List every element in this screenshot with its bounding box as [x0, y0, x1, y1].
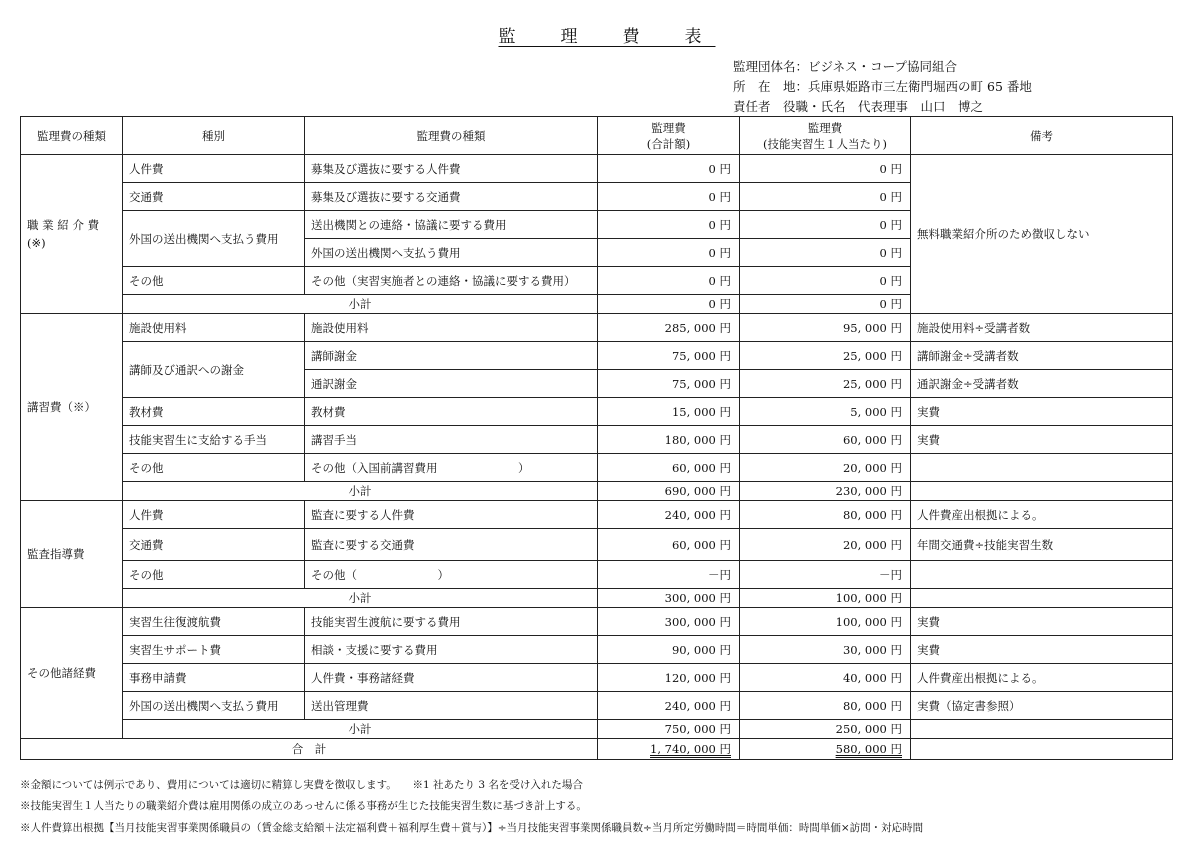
table-row — [21, 636, 1173, 664]
remark-cell: 人件費産出根拠による。 — [911, 501, 1173, 529]
remark-cell — [911, 589, 1173, 608]
remark-cell: 実費（協定書参照） — [911, 692, 1173, 720]
remark-cell — [911, 561, 1173, 589]
remark-cell: 講師謝金÷受講者数 — [911, 342, 1173, 370]
total-cell: 0 円 — [598, 267, 740, 295]
per-cell: －円 — [740, 561, 911, 589]
subtotal-per: 0 円 — [740, 295, 911, 314]
page-title: 監 理 費 表 — [498, 27, 716, 47]
table-row — [21, 398, 1173, 426]
header-per-trainee: 監理費 (技能実習生１人当たり) — [740, 117, 911, 155]
remark-cell — [911, 739, 1173, 760]
item-cell: 教材費 — [305, 398, 598, 426]
remark-cell: 人件費産出根拠による。 — [911, 664, 1173, 692]
table-row — [21, 501, 1173, 529]
per-cell: 5, 000 円 — [740, 398, 911, 426]
per-cell: 80, 000 円 — [740, 501, 911, 529]
table-row — [21, 426, 1173, 454]
subtotal-per: 230, 000 円 — [740, 482, 911, 501]
table-row — [21, 692, 1173, 720]
per-cell: 80, 000 円 — [740, 692, 911, 720]
org-name-line — [733, 57, 957, 75]
category-cell: その他諸経費 — [21, 608, 123, 739]
header-item: 監理費の種類 — [305, 117, 598, 155]
remark-cell — [911, 720, 1173, 739]
type-cell: 交通費 — [123, 529, 305, 561]
per-cell: 20, 000 円 — [740, 454, 911, 482]
remark-cell: 年間交通費÷技能実習生数 — [911, 529, 1173, 561]
type-cell: 外国の送出機関へ支払う費用 — [123, 692, 305, 720]
remark-cell — [911, 482, 1173, 501]
type-cell: 施設使用料 — [123, 314, 305, 342]
type-cell: その他 — [123, 454, 305, 482]
subtotal-total: 0 円 — [598, 295, 740, 314]
per-cell: 100, 000 円 — [740, 608, 911, 636]
type-cell: その他 — [123, 267, 305, 295]
subtotal-per: 250, 000 円 — [740, 720, 911, 739]
item-cell: その他（ ） — [305, 561, 598, 589]
footnote: ※人件費算出根拠【当月技能実習事業関係職員の（賃金総支給額＋法定福利費＋福利厚生費＋賞与）】÷当月技能実習事業関係職員数÷当月所定労働時間＝時間単価：時間単価×訪問・対応時間 — [20, 822, 924, 834]
table-row — [21, 529, 1173, 561]
footnote: ※技能実習生１人当たりの職業紹介費は雇用関係の成立のあっせんに係る事務が生じた技能実習生数に基づき計上する。 — [20, 800, 587, 812]
total-cell: 180, 000 円 — [598, 426, 740, 454]
type-cell: 事務申請費 — [123, 664, 305, 692]
footnote: ※金額については例示であり、費用については適切に精算し実費を徴収します。 ※1 社あたり 3 名を受け入れた場合 — [20, 779, 583, 791]
type-cell: 実習生サポート費 — [123, 636, 305, 664]
header-category: 監理費の種類 — [21, 117, 123, 155]
header-total: 監理費 (合計額) — [598, 117, 740, 155]
item-cell: 施設使用料 — [305, 314, 598, 342]
subtotal-per: 100, 000 円 — [740, 589, 911, 608]
per-cell: 25, 000 円 — [740, 370, 911, 398]
remark-cell: 施設使用料÷受講者数 — [911, 314, 1173, 342]
item-cell: 講師謝金 — [305, 342, 598, 370]
type-cell: 技能実習生に支給する手当 — [123, 426, 305, 454]
item-cell: 送出機関との連絡・協議に要する費用 — [305, 211, 598, 239]
per-cell: 0 円 — [740, 183, 911, 211]
remark-cell: 無料職業紹介所のため徴収しない — [911, 155, 1173, 314]
subtotal-total: 300, 000 円 — [598, 589, 740, 608]
remark-cell: 実費 — [911, 636, 1173, 664]
remark-cell: 実費 — [911, 426, 1173, 454]
subtotal-label: 小計 — [123, 482, 598, 501]
item-cell: その他（入国前講習費用 ） — [305, 454, 598, 482]
total-cell: 60, 000 円 — [598, 454, 740, 482]
total-cell: 60, 000 円 — [598, 529, 740, 561]
item-cell: 通訳謝金 — [305, 370, 598, 398]
per-cell: 30, 000 円 — [740, 636, 911, 664]
per-cell: 25, 000 円 — [740, 342, 911, 370]
per-cell: 0 円 — [740, 211, 911, 239]
table-row — [21, 314, 1173, 342]
type-cell: 教材費 — [123, 398, 305, 426]
grand-total-row — [21, 739, 1173, 760]
type-cell: 人件費 — [123, 501, 305, 529]
per-cell: 40, 000 円 — [740, 664, 911, 692]
type-cell: 交通費 — [123, 183, 305, 211]
total-cell: 285, 000 円 — [598, 314, 740, 342]
total-cell: 120, 000 円 — [598, 664, 740, 692]
table-row — [21, 608, 1173, 636]
total-cell: 90, 000 円 — [598, 636, 740, 664]
type-cell: その他 — [123, 561, 305, 589]
item-cell: 募集及び選抜に要する交通費 — [305, 183, 598, 211]
category-cell: 講習費（※） — [21, 314, 123, 501]
item-cell: その他（実習実施者との連絡・協議に要する費用） — [305, 267, 598, 295]
subtotal-row — [21, 589, 1173, 608]
subtotal-total: 750, 000 円 — [598, 720, 740, 739]
total-cell: 240, 000 円 — [598, 501, 740, 529]
header-type: 種別 — [123, 117, 305, 155]
subtotal-row — [21, 720, 1173, 739]
org-name-label: 監理団体名： — [733, 59, 809, 74]
header-row — [21, 117, 1173, 155]
subtotal-row — [21, 482, 1173, 501]
per-cell: 0 円 — [740, 155, 911, 183]
item-cell: 外国の送出機関へ支払う費用 — [305, 239, 598, 267]
item-cell: 講習手当 — [305, 426, 598, 454]
item-cell: 人件費・事務諸経費 — [305, 664, 598, 692]
remark-cell — [911, 454, 1173, 482]
org-address-line — [733, 77, 1032, 95]
table-row — [21, 342, 1173, 370]
total-cell: 240, 000 円 — [598, 692, 740, 720]
table-row — [21, 561, 1173, 589]
org-responsible: 代表理事 山口 博之 — [858, 99, 984, 114]
per-cell: 20, 000 円 — [740, 529, 911, 561]
item-cell: 相談・支援に要する費用 — [305, 636, 598, 664]
type-cell: 人件費 — [123, 155, 305, 183]
item-cell: 技能実習生渡航に要する費用 — [305, 608, 598, 636]
total-cell: 15, 000 円 — [598, 398, 740, 426]
grand-total-per: 580, 000 円 — [740, 739, 911, 760]
remark-cell: 実費 — [911, 398, 1173, 426]
item-cell: 監査に要する人件費 — [305, 501, 598, 529]
table-row — [21, 454, 1173, 482]
org-address-label: 所 在 地： — [733, 79, 809, 94]
table-row — [21, 664, 1173, 692]
per-cell: 0 円 — [740, 267, 911, 295]
category-cell: 職 業 紹 介 費 (※) — [21, 155, 123, 314]
remark-cell: 実費 — [911, 608, 1173, 636]
total-cell: －円 — [598, 561, 740, 589]
table-row — [21, 155, 1173, 183]
header-remarks: 備考 — [911, 117, 1173, 155]
total-cell: 75, 000 円 — [598, 370, 740, 398]
total-cell: 300, 000 円 — [598, 608, 740, 636]
per-cell: 0 円 — [740, 239, 911, 267]
subtotal-total: 690, 000 円 — [598, 482, 740, 501]
per-cell: 95, 000 円 — [740, 314, 911, 342]
subtotal-label: 小計 — [123, 720, 598, 739]
remark-cell: 通訳謝金÷受講者数 — [911, 370, 1173, 398]
per-cell: 60, 000 円 — [740, 426, 911, 454]
grand-total-label: 合 計 — [21, 739, 598, 760]
subtotal-label: 小計 — [123, 295, 598, 314]
total-cell: 0 円 — [598, 211, 740, 239]
total-cell: 0 円 — [598, 239, 740, 267]
item-cell: 募集及び選抜に要する人件費 — [305, 155, 598, 183]
item-cell: 送出管理費 — [305, 692, 598, 720]
org-responsible-label: 責任者 役職・氏名 — [733, 99, 859, 114]
type-cell: 外国の送出機関へ支払う費用 — [123, 211, 305, 267]
org-name: ビジネス・コープ協同組合 — [808, 59, 958, 74]
total-cell: 0 円 — [598, 183, 740, 211]
subtotal-label: 小計 — [123, 589, 598, 608]
type-cell: 講師及び通訳への謝金 — [123, 342, 305, 398]
total-cell: 0 円 — [598, 155, 740, 183]
fee-table — [20, 116, 1173, 760]
type-cell: 実習生往復渡航費 — [123, 608, 305, 636]
total-cell: 75, 000 円 — [598, 342, 740, 370]
item-cell: 監査に要する交通費 — [305, 529, 598, 561]
org-responsible-line — [733, 97, 1123, 117]
category-cell: 監査指導費 — [21, 501, 123, 608]
org-address: 兵庫県姫路市三左衛門堀西の町 65 番地 — [808, 79, 1032, 94]
grand-total-total: 1, 740, 000 円 — [598, 739, 740, 760]
